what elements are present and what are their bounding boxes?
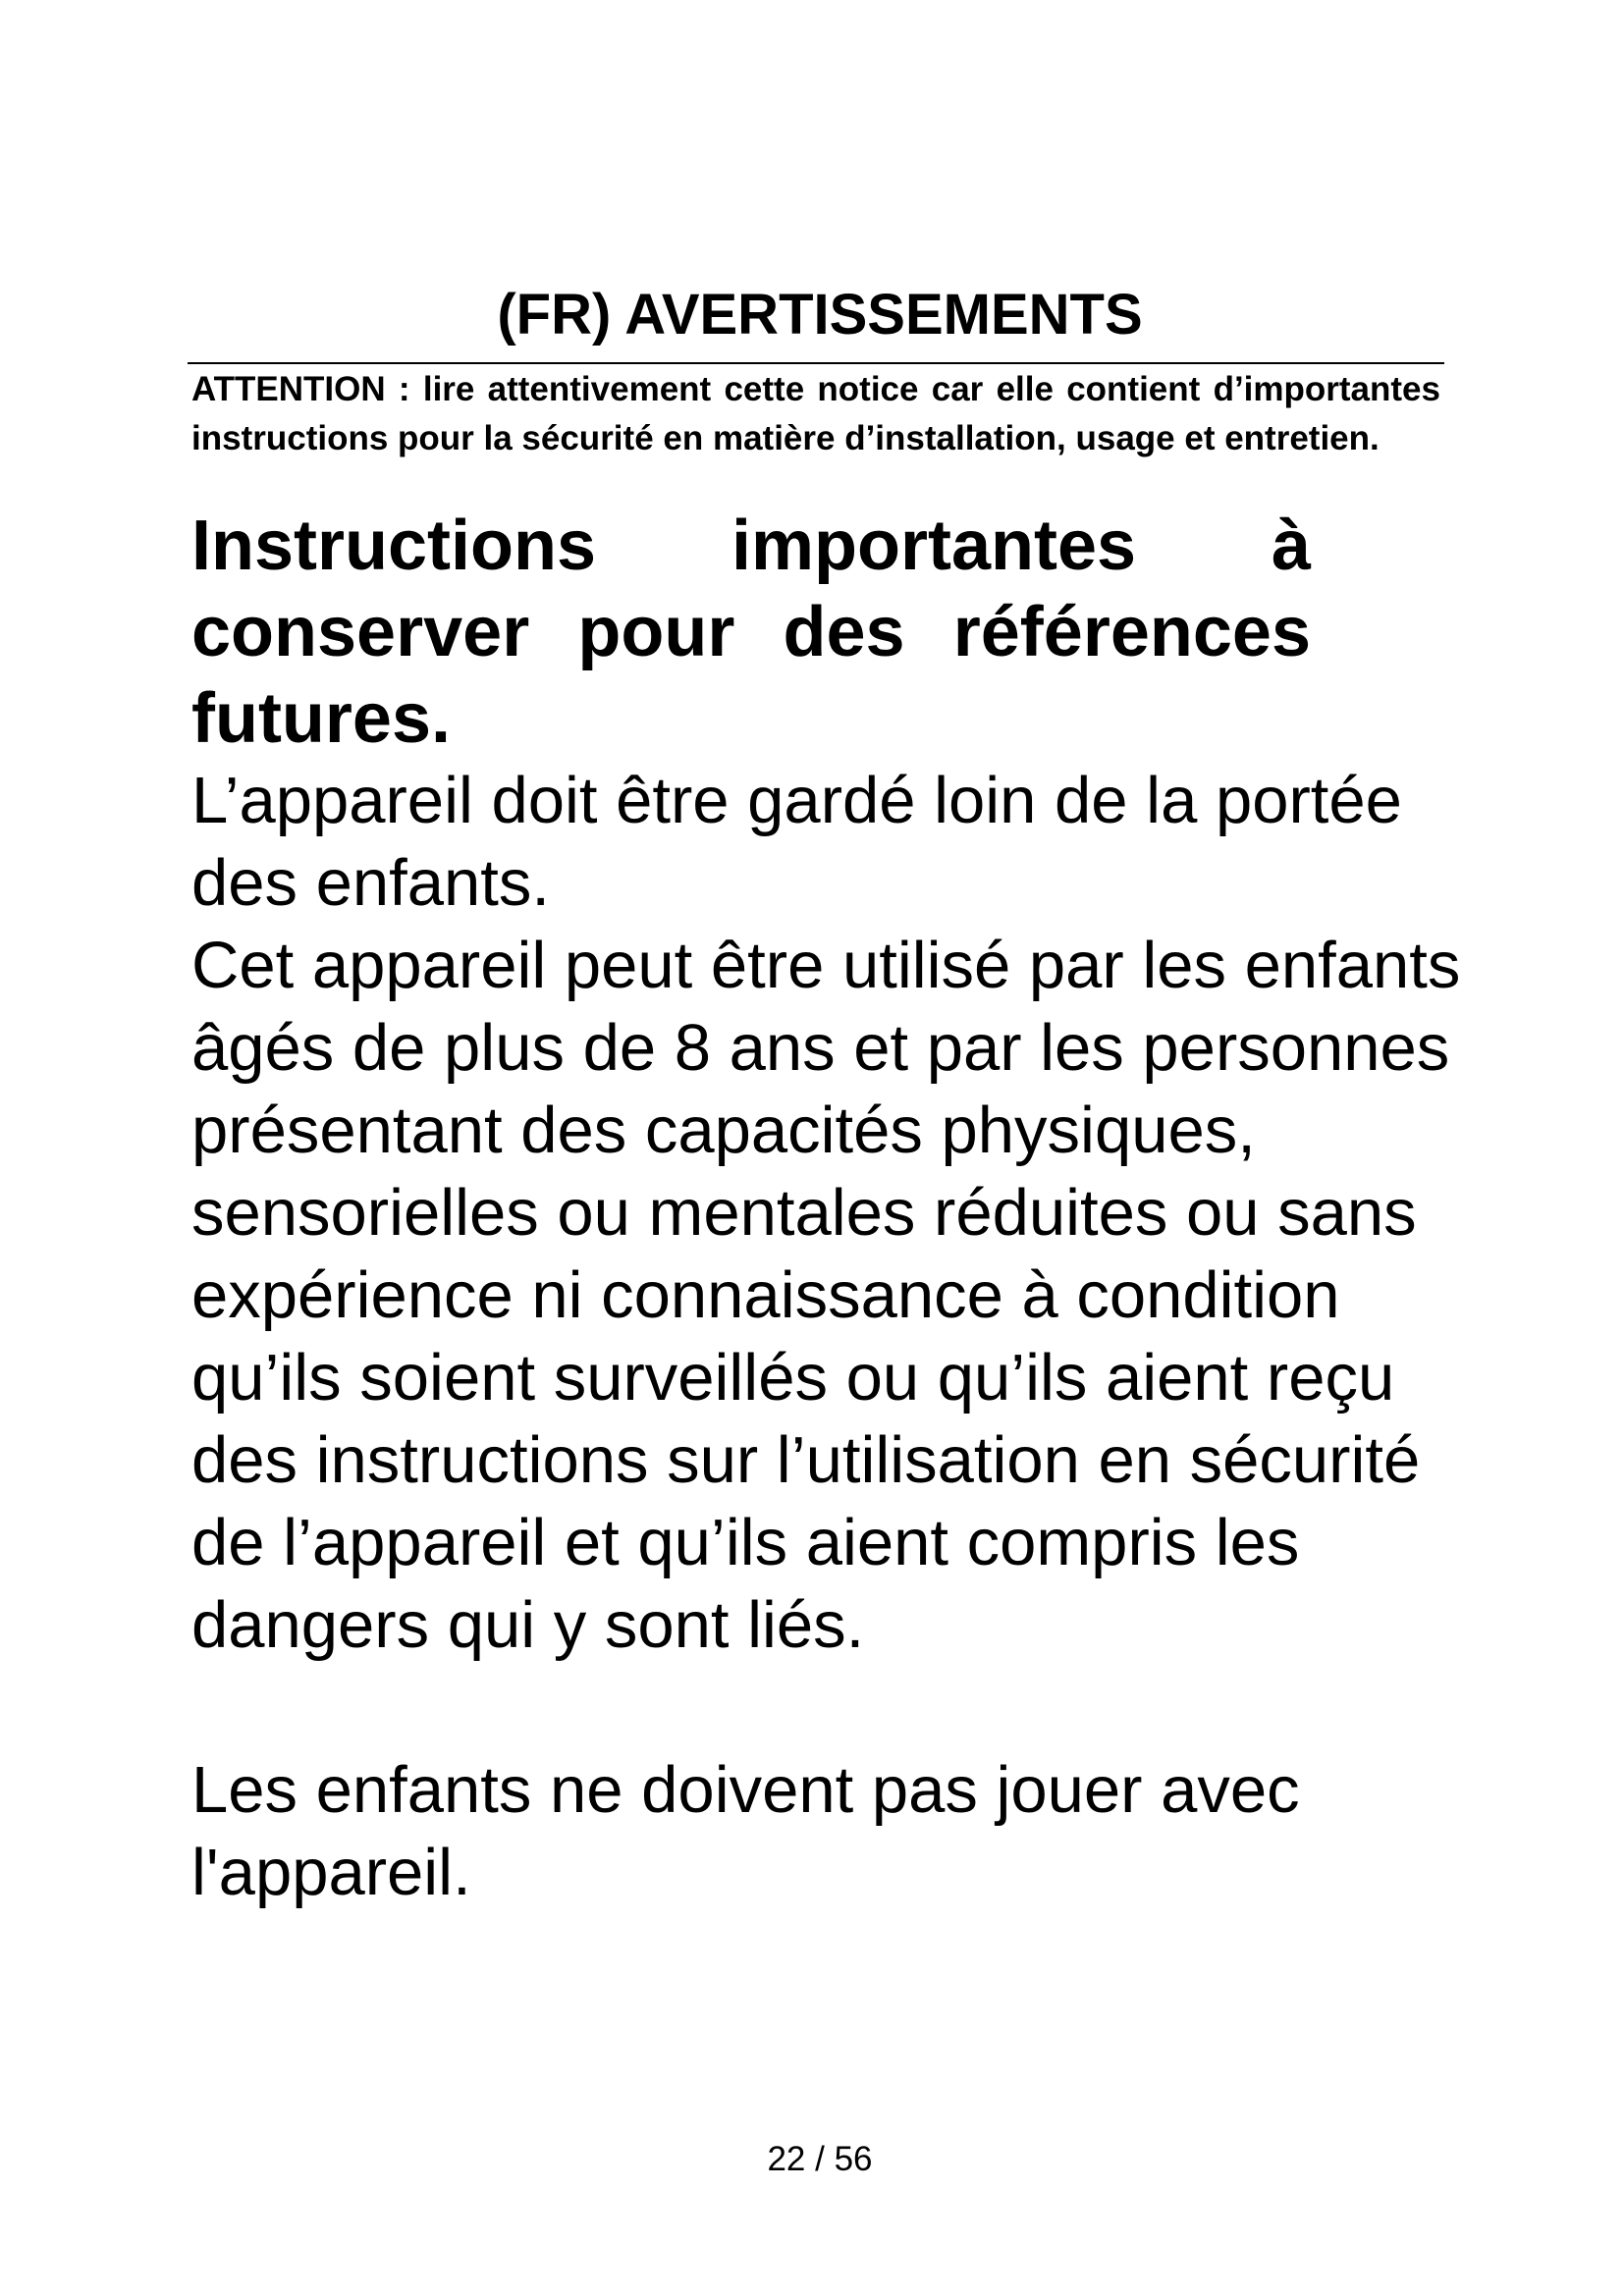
paragraph-children-keep-away: L’appareil doit être gardé loin de la portée des enfants. [191,764,1402,920]
paragraph-usage-conditions: Cet appareil peut être utilisé par les enfants âgés de plus de 8 ans et par les personnes présentant des capacités physiques, sensorielles ou mentales réduites ou sans expérience ni connaissance à condition qu’ils soient surveillés ou qu’ils aient reçu des instructions sur l’utilisation en sécurité de l’appareil et qu’ils aient compris les dangers qui y sont liés. [191,929,1461,1662]
page-title: (FR) AVERTISSEMENTS [497,283,1143,347]
document-page [191,0,1461,2296]
page-number: 22 / 56 [767,2140,873,2178]
attention-notice: ATTENTION : lire attentivement cette notice car elle contient d’importantes instructions pour la sécurité en matière d’installation, usage et entretien. [191,370,1440,457]
paragraph-children-no-play: Les enfants ne doivent pas jouer avec l'appareil. [191,1753,1300,1909]
important-instructions-heading: Instructions importantes à conserver pour des références futures. [191,507,1311,758]
title-divider [188,362,1444,364]
